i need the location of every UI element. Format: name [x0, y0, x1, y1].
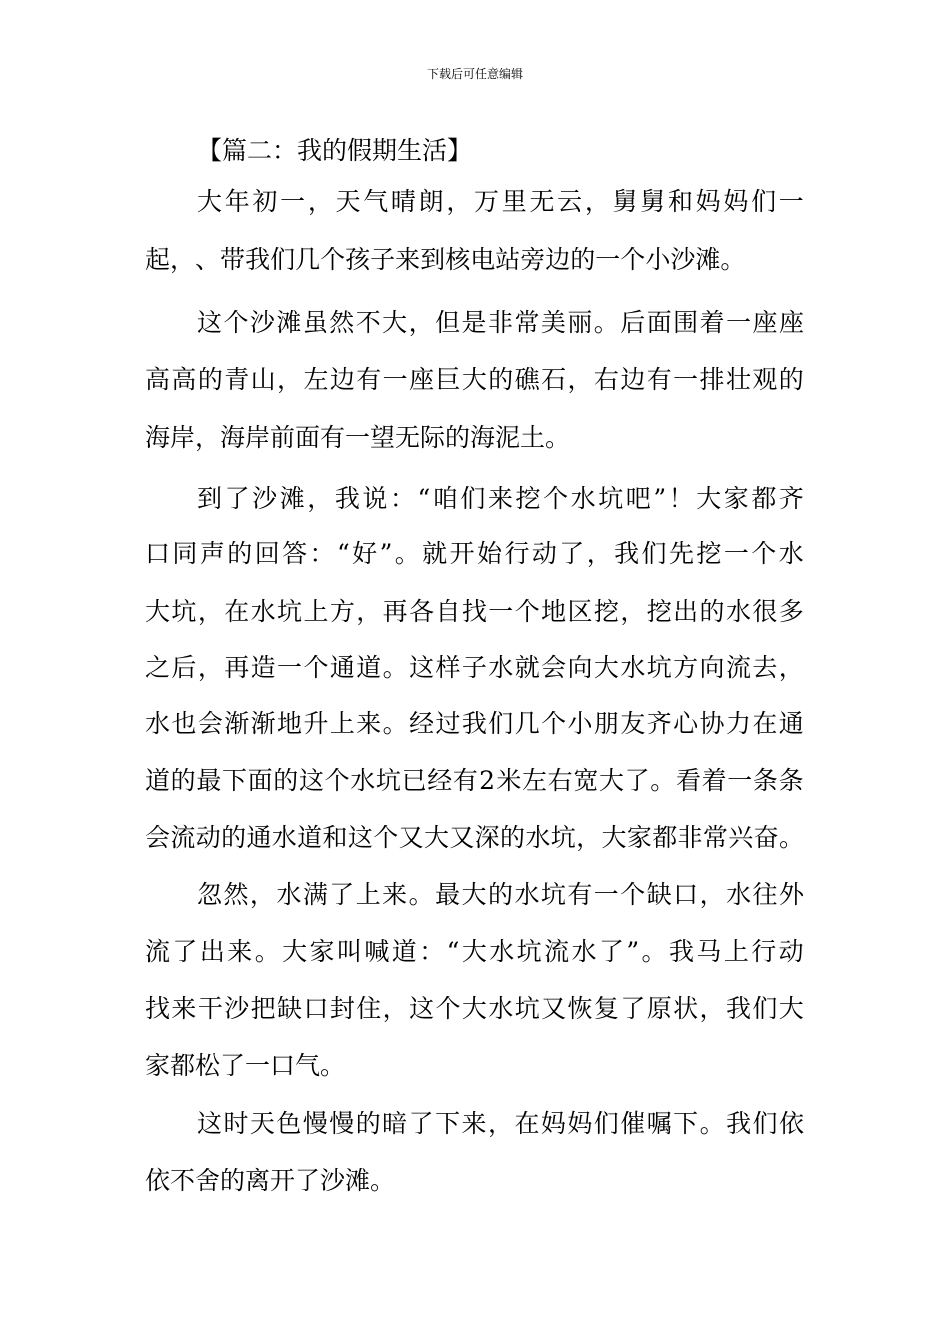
text-line: 大 年 初 一 ， 天 气 晴 朗 ， 万 里 无 云 ， 舅 舅 和 妈 妈 们 一 [197, 187, 804, 216]
text-line: 口 同 声 的 回 答 ： “ 好 ” 。 就 开 始 行 动 了 ， 我 们 先 挖 一 个 水 [145, 539, 804, 568]
text-line: 忽 然 ， 水 满 了 上 来 。 最 大 的 水 坑 有 一 个 缺 口 ， 水 往 外 [197, 880, 804, 909]
text-line: 这 时 天 色 慢 慢 的 暗 了 下 来 ， 在 妈 妈 们 催 嘱 下 。 我 们 依 [197, 1109, 804, 1138]
text-line: 会 流 动 的 通 水 道 和 这 个 又 大 又 深 的 水 坑 ， 大 家 都 非 常 兴 奋 。 [145, 823, 804, 852]
text-line: 海岸，海岸前面有一望无际的海泥土。 [145, 423, 571, 452]
essay-title: 【篇二：我的假期生活】 [197, 136, 473, 165]
text-line: 高 高 的 青 山 ， 左 边 有 一 座 巨 大 的 礁 石 ， 右 边 有 一 排 壮 观 的 [145, 365, 804, 394]
text-line: 到 了 沙 滩 ， 我 说 ： “ 咱 们 来 挖 个 水 坑 吧 ” ！ 大 家 都 齐 [197, 484, 804, 513]
text-line: 家都松了一口气。 [145, 1051, 346, 1080]
text-line: 道 的 最 下 面 的 这 个 水 坑 已 经 有 2 米 左 右 宽 大 了 。 看 着 一 条 条 [145, 766, 804, 795]
text-line: 找 来 干 沙 把 缺 口 封 住 ， 这 个 大 水 坑 又 恢 复 了 原 状 ， 我 们 大 [145, 994, 804, 1023]
text-line: 依不舍的离开了沙滩。 [145, 1166, 396, 1195]
text-line: 起 ， 、 带 我 们 几 个 孩 子 来 到 核 电 站 旁 边 的 一 个 小 沙 滩 。 [145, 245, 746, 274]
text-line: 水 也 会 渐 渐 地 升 上 来 。 经 过 我 们 几 个 小 朋 友 齐 心 协 力 在 通 [145, 709, 804, 738]
page-header: 下载后可任意编辑 [426, 67, 523, 81]
text-line: 这 个 沙 滩 虽 然 不 大 ， 但 是 非 常 美 丽 。 后 面 围 着 一 座 座 [197, 308, 804, 337]
text-line: 大 坑 ， 在 水 坑 上 方 ， 再 各 自 找 一 个 地 区 挖 ， 挖 出 的 水 很 多 [145, 597, 804, 626]
text-line: 之 后 ， 再 造 一 个 通 道 。 这 样 子 水 就 会 向 大 水 坑 方 向 流 去 ， [145, 653, 804, 682]
text-line: 流 了 出 来 。 大 家 叫 喊 道 ： “ 大 水 坑 流 水 了 ” 。 我 马 上 行 动 [145, 937, 804, 966]
